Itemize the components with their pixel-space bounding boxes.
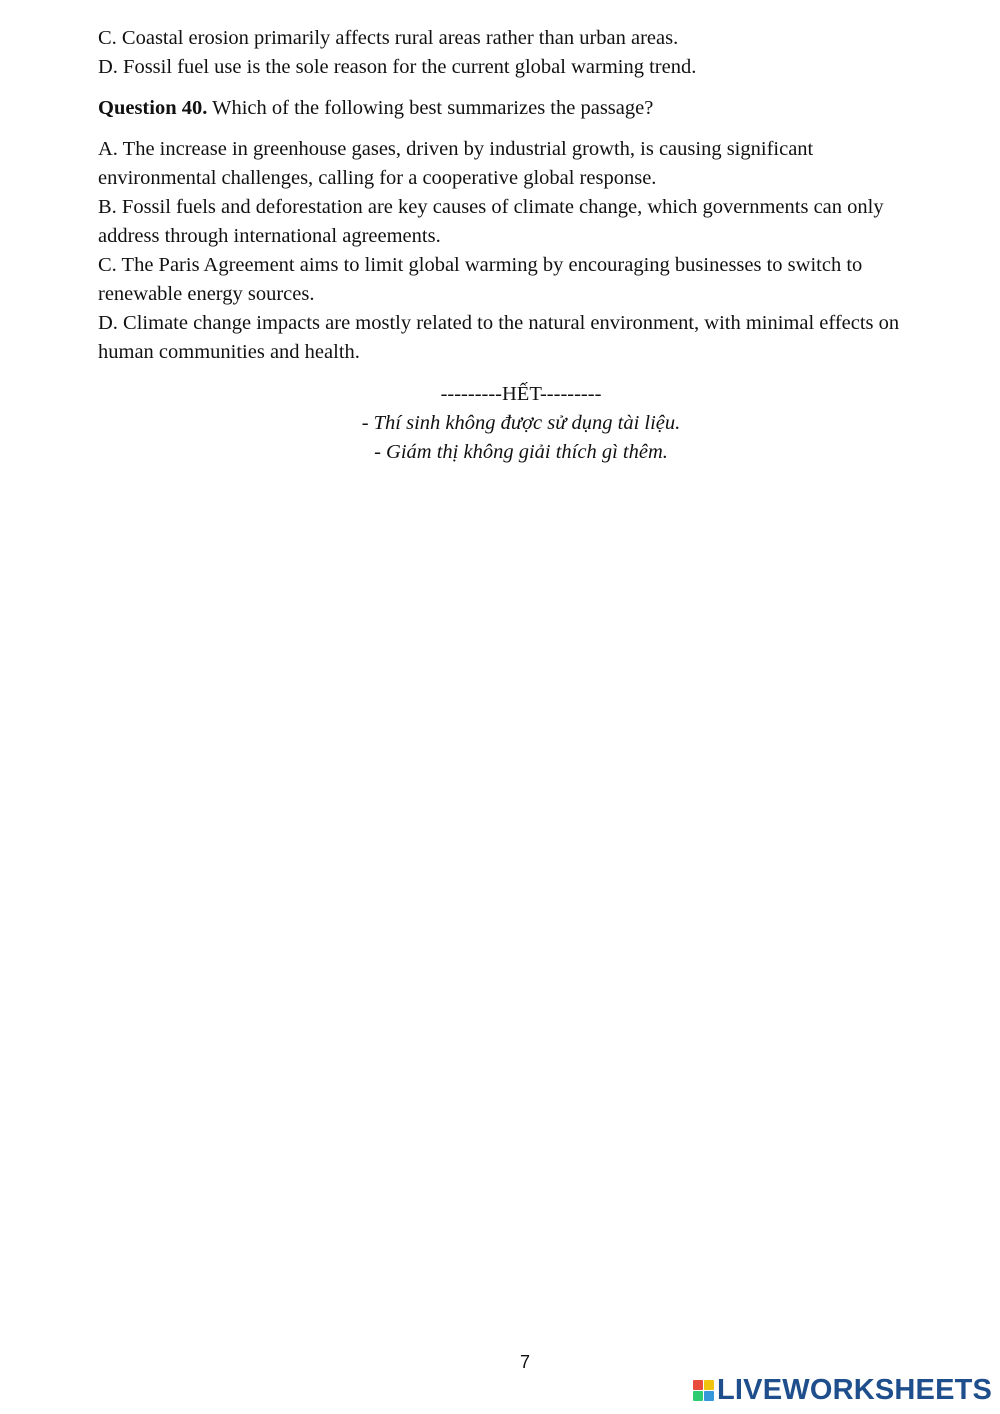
option-c-prev: C. Coastal erosion primarily affects rural areas rather than urban areas. [98,27,679,49]
brand-logo[interactable] [693,1374,992,1406]
option-a-line1: A. The increase in greenhouse gases, driven by industrial growth, is causing significant [98,138,814,160]
brand-text: LIVEWORKSHEETS [717,1374,993,1406]
page-number: 7 [519,1352,530,1372]
question-40 [98,94,968,123]
option-d-line2: human communities and health. [98,341,360,363]
logo-square-4 [704,1391,714,1401]
option-d-prev: D. Fossil fuel use is the sole reason for the current global warming trend. [98,56,697,78]
option-b-line2: address through international agreements. [98,225,441,247]
question-text: Which of the following best summarizes the passage? [212,97,654,119]
exam-note-1: - Thí sinh không được sử dụng tài liệu. [361,412,681,434]
option-c-line2: renewable energy sources. [98,283,315,305]
question-number: Question 40. [98,97,208,119]
liveworksheets-icon [693,1380,714,1401]
logo-square-1 [693,1380,703,1390]
option-a-line2: environmental challenges, calling for a cooperative global response. [98,167,657,189]
answer-options [98,135,968,367]
logo-square-3 [693,1391,703,1401]
end-marker: ---------HẾT--------- [440,383,602,405]
logo-square-2 [704,1380,714,1390]
option-c-line1: C. The Paris Agreement aims to limit global warming by encouraging businesses to switch to [98,254,863,276]
exam-end-block [86,380,956,467]
option-b-line1: B. Fossil fuels and deforestation are key causes of climate change, which governments can only [98,196,884,218]
document-body [98,24,968,467]
option-d-line1: D. Climate change impacts are mostly related to the natural environment, with minimal effects on [98,312,900,334]
exam-note-2: - Giám thị không giải thích gì thêm. [374,441,668,463]
